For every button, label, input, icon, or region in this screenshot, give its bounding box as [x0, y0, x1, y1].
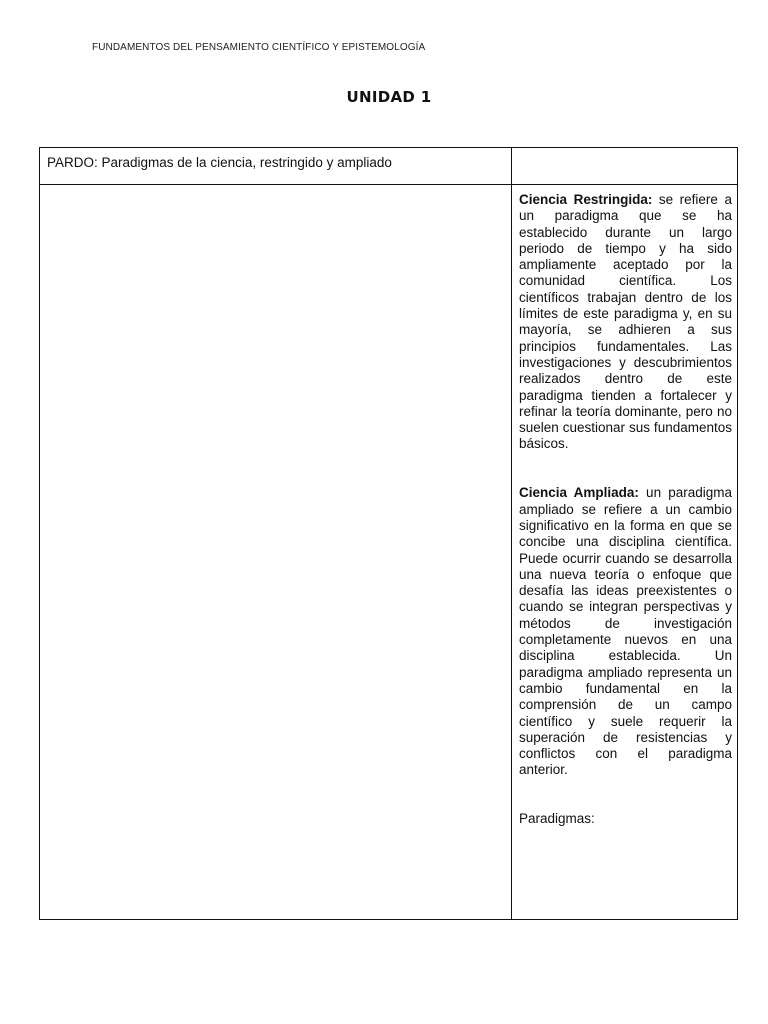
restricted-science-definition: se refiere a un paradigma que se ha establecido durante un largo periodo de tiempo y ha sido ampliamente aceptado por la comunidad científica. Los científicos trabajan dentro de los límites de este paradigma y, en su mayoría, se adhieren a sus principios fundamentales. Las investigaciones y descubrimientos realizados dentro de este paradigma tienden a fortalecer y refinar la teoría dominante, pero no suelen cuestionar sus fundamentos básicos. [519, 192, 732, 452]
definitions-cell [519, 192, 732, 828]
document-header: FUNDAMENTOS DEL PENSAMIENTO CIENTÍFICO Y EPISTEMOLOGÍA [92, 42, 426, 53]
restricted-science-term: Ciencia Restringida: [519, 192, 653, 207]
restricted-science-paragraph [519, 192, 732, 453]
unit-title: UNIDAD 1 [346, 88, 432, 106]
paradigms-label: Paradigmas: [519, 811, 595, 827]
expanded-science-definition: un paradigma ampliado se refiere a un cambio significativo en la forma en que se concibe una disciplina científica. Puede ocurrir cuando se desarrolla una nueva teoría o enfoque que desafía las ideas preexistentes o cuando se integran perspectivas y métodos de investigación completamente nuevos en una disciplina establecida. Un paradigma ampliado representa un cambio fundamental en la comprensión de un campo científico y suele requerir la superación de resistencias y conflictos con el paradigma anterior. [519, 485, 732, 778]
content-table [39, 147, 738, 920]
table-header-cell: PARDO: Paradigmas de la ciencia, restringido y ampliado [47, 155, 392, 170]
expanded-science-paragraph [519, 485, 732, 778]
expanded-science-term: Ciencia Ampliada: [519, 485, 639, 501]
table-column-divider [511, 148, 512, 919]
empty-header-cell [513, 148, 737, 184]
empty-body-cell [40, 186, 511, 919]
table-row-divider [40, 184, 737, 185]
